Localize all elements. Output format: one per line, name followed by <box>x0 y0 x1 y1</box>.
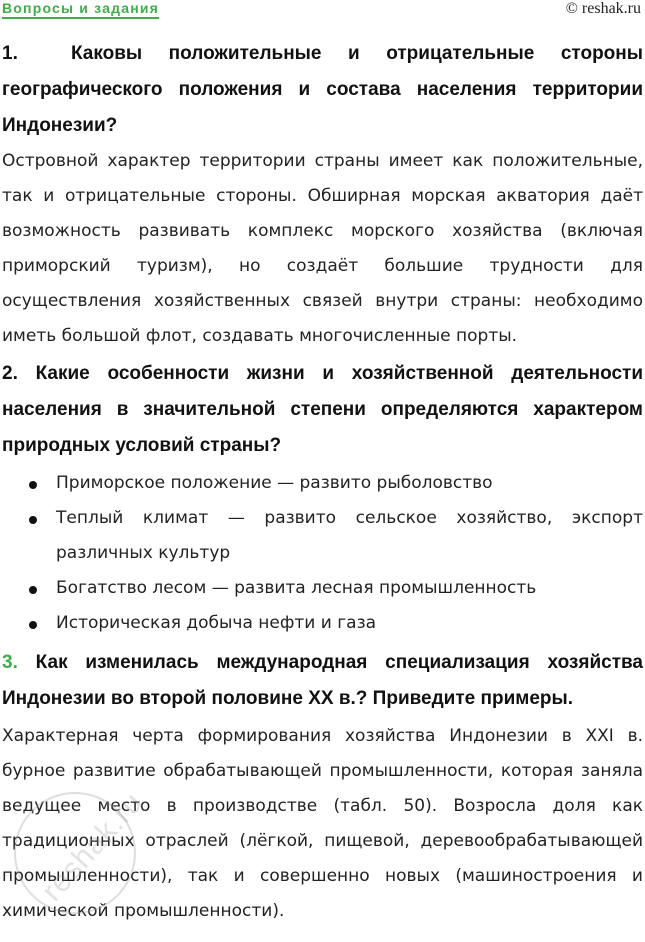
question-1 <box>2 36 643 144</box>
page-header <box>0 0 645 24</box>
question-3 <box>2 645 643 717</box>
document-content <box>2 36 643 929</box>
answer-2-list <box>2 466 643 641</box>
bullet-icon <box>29 481 37 489</box>
question-3-text: Как изменилась международная специализация хозяйства Индонезии во второй половине XX в.? Приведите примеры. <box>2 652 643 709</box>
question-2 <box>2 356 643 464</box>
bullet-icon <box>29 586 37 594</box>
question-3-number: 3. <box>2 652 18 673</box>
question-2-text: Какие особенности жизни и хозяйственной деятельности населения в значительной степени определяются характером природных условий страны? <box>2 363 644 456</box>
question-2-number: 2. <box>2 363 18 384</box>
bullet-icon <box>29 621 37 629</box>
copyright-text: © reshak.ru <box>565 0 641 17</box>
list-item-text: Теплый климат — развито сельское хозяйство, экспорт различных культур <box>56 508 643 563</box>
question-1-number: 1. <box>2 43 18 64</box>
list-item-text: Приморское положение — развито рыболовство <box>56 473 493 493</box>
answer-1: Островной характер территории страны имеет как положительные, так и отрицательные стороны. Обширная морская акватория даёт возможность развивать комплекс морского хозяйства (включая приморский туризм), но создаёт большие трудности для осуществления хозяйственных связей внутри страны: необходимо иметь большой флот, создавать многочисленные порты. <box>2 151 643 346</box>
list-item <box>2 606 643 641</box>
list-item-text: Богатство лесом — развита лесная промышленность <box>56 578 537 598</box>
list-item <box>2 501 643 571</box>
section-label: Вопросы и задания <box>2 0 159 19</box>
list-item <box>2 466 643 501</box>
list-item <box>2 571 643 606</box>
watermark-text: reshak.ru <box>35 785 150 908</box>
answer-3: Характерная черта формирования хозяйства Индонезии в XXI в. бурное развитие обрабатывающей промышленности, которая заняла ведущее место в производстве (табл. 50). Возросла доля как традиционных отраслей (лёгкой, пищевой, деревообрабатывающей промышленности), так и совершенно новых (машиностроения и химической промышленности). <box>2 726 643 921</box>
question-1-text: Каковы положительные и отрицательные стороны географического положения и состава населения территории Индонезии? <box>2 43 643 136</box>
list-item-text: Историческая добыча нефти и газа <box>56 613 377 633</box>
bullet-icon <box>29 516 37 524</box>
